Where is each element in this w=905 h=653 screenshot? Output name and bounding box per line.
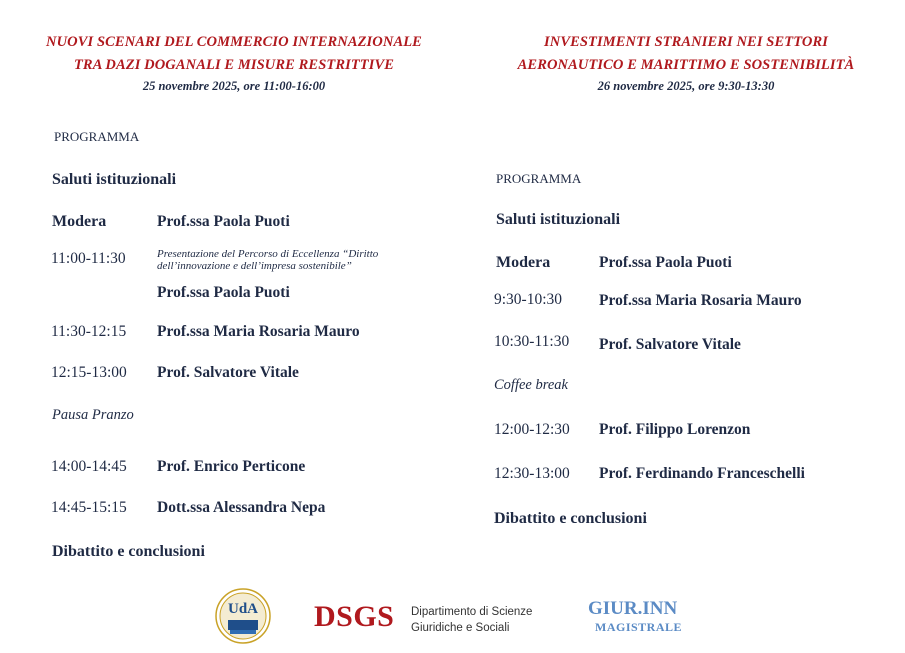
right-title-line2: AERONAUTICO E MARITTIMO E SOSTENIBILITÀ [517, 57, 855, 73]
right-slot1-time: 9:30-10:30 [494, 291, 563, 308]
uda-logo [215, 588, 271, 644]
left-slot1-time: 11:00-11:30 [51, 250, 126, 267]
left-slot1-speaker: Prof.ssa Paola Puoti [157, 284, 290, 301]
left-programma: PROGRAMMA [54, 129, 140, 144]
right-slot4-speaker: Prof. Ferdinando Franceschelli [599, 465, 805, 482]
left-slot5-time: 14:45-15:15 [51, 499, 127, 516]
right-date: 26 novembre 2025, ore 9:30-13:30 [597, 79, 775, 93]
uda-logo-text: UdA [227, 601, 258, 617]
right-slot1-speaker: Prof.ssa Maria Rosaria Mauro [599, 292, 802, 309]
left-modera-label: Modera [52, 213, 107, 230]
right-title-line1: INVESTIMENTI STRANIERI NEI SETTORI [544, 34, 828, 50]
right-coffee: Coffee break [494, 377, 568, 393]
left-modera-name: Prof.ssa Paola Puoti [157, 213, 290, 230]
left-slot3-time: 12:15-13:00 [51, 364, 127, 381]
right-slot3-speaker: Prof. Filippo Lorenzon [599, 421, 751, 438]
left-title-line2: TRA DAZI DOGANALI E MISURE RESTRITTIVE [73, 57, 395, 73]
left-slot2-speaker: Prof.ssa Maria Rosaria Mauro [157, 323, 360, 340]
left-pausa: Pausa Pranzo [52, 407, 134, 423]
dsgs-logo-text: DSGS [314, 600, 395, 633]
right-modera-name: Prof.ssa Paola Puoti [599, 254, 732, 271]
left-title-line1: NUOVI SCENARI DEL COMMERCIO INTERNAZIONALE [46, 34, 422, 50]
right-saluti: Saluti istituzionali [496, 211, 621, 228]
right-slot2-speaker: Prof. Salvatore Vitale [599, 336, 741, 353]
right-programma: PROGRAMMA [496, 171, 582, 186]
left-slot2-time: 11:30-12:15 [51, 323, 127, 340]
right-modera-label: Modera [496, 254, 551, 271]
left-slot4-time: 14:00-14:45 [51, 458, 127, 475]
left-saluti: Saluti istituzionali [52, 171, 177, 188]
giurinn-logo-line2: MAGISTRALE [595, 620, 683, 634]
left-date: 25 novembre 2025, ore 11:00-16:00 [142, 79, 326, 93]
right-dibattito: Dibattito e conclusioni [494, 510, 647, 527]
dept-name-line1: Dipartimento di Scienze [411, 606, 533, 618]
giurinn-logo-line1: GIUR.INN [588, 598, 678, 619]
left-slot4-speaker: Prof. Enrico Perticone [157, 458, 306, 475]
left-slot3-speaker: Prof. Salvatore Vitale [157, 364, 299, 381]
right-slot2-time: 10:30-11:30 [494, 333, 570, 350]
right-slot3-time: 12:00-12:30 [494, 421, 570, 438]
dept-name-line2: Giuridiche e Sociali [411, 622, 510, 634]
left-slot5-speaker: Dott.ssa Alessandra Nepa [157, 499, 326, 516]
right-slot4-time: 12:30-13:00 [494, 465, 570, 482]
left-dibattito: Dibattito e conclusioni [52, 543, 205, 560]
left-slot1-desc: Presentazione del Percorso di Eccellenza “Diritto dell’innovazione e dell’impresa sostenibile” [157, 248, 379, 272]
